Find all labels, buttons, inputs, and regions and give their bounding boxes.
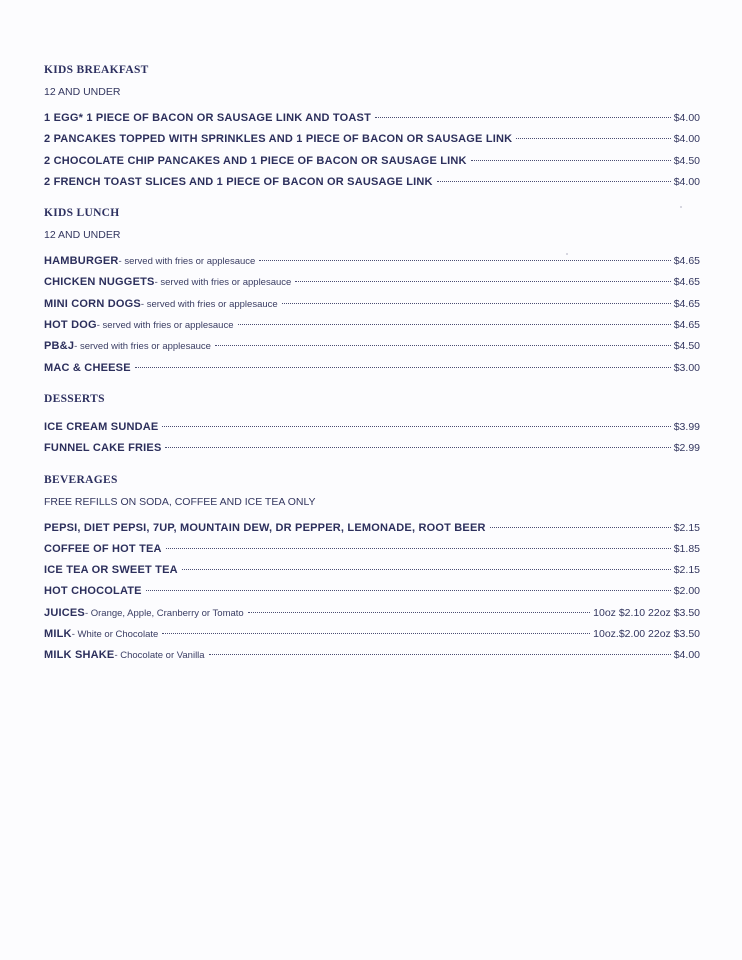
item-price: $3.99 xyxy=(673,420,700,433)
dot-leader xyxy=(490,527,671,528)
section-title: DESSERTS xyxy=(44,392,105,405)
item-price: $4.00 xyxy=(673,649,700,662)
dot-leader xyxy=(282,303,671,304)
item-name: HOT DOG xyxy=(44,319,97,332)
menu-content xyxy=(44,62,700,667)
item-name: MAC & CHEESE xyxy=(44,361,131,374)
dot-leader xyxy=(215,345,671,346)
section-desserts xyxy=(44,391,700,460)
section-title: KIDS LUNCH xyxy=(44,207,120,220)
item-name: FUNNEL CAKE FRIES xyxy=(44,442,162,455)
section-title: BEVERAGES xyxy=(44,473,118,486)
dot-leader xyxy=(166,548,671,549)
section-subtitle: FREE REFILLS ON SODA, COFFEE AND ICE TEA ONLY xyxy=(44,495,316,508)
menu-item xyxy=(44,108,700,129)
dot-leader xyxy=(162,633,590,634)
item-name: MILK xyxy=(44,628,72,641)
item-price: $2.00 xyxy=(673,585,700,598)
item-price: 10oz $2.10 22oz $3.50 xyxy=(593,606,700,619)
item-price: $4.00 xyxy=(673,175,700,188)
item-name: PB&J xyxy=(44,340,75,353)
menu-item xyxy=(44,358,700,379)
menu-item xyxy=(44,172,700,193)
item-price: $3.00 xyxy=(673,361,700,374)
dot-leader xyxy=(146,590,671,591)
dot-leader xyxy=(165,447,670,448)
menu-item xyxy=(44,336,700,357)
dot-leader xyxy=(437,181,671,182)
dot-leader xyxy=(209,654,671,655)
item-price: $2.15 xyxy=(673,564,700,577)
item-name: CHICKEN NUGGETS xyxy=(44,276,155,289)
item-name: PEPSI, DIET PEPSI, 7UP, MOUNTAIN DEW, DR PEPPER, LEMONADE, ROOT BEER xyxy=(44,521,486,534)
menu-item xyxy=(44,603,700,624)
item-price: $2.15 xyxy=(673,521,700,534)
menu-item xyxy=(44,151,700,172)
item-name: COFFEE OF HOT TEA xyxy=(44,542,162,555)
dot-leader xyxy=(248,612,590,613)
section-spacer xyxy=(44,379,700,391)
section-spacer xyxy=(44,460,700,472)
item-price: $4.50 xyxy=(673,340,700,353)
section-kids-breakfast xyxy=(44,62,700,193)
item-name: 2 CHOCOLATE CHIP PANCAKES AND 1 PIECE OF BACON OR SAUSAGE LINK xyxy=(44,154,467,167)
menu-item xyxy=(44,560,700,581)
item-description: - Chocolate or Vanilla xyxy=(114,650,205,662)
item-price: $4.00 xyxy=(673,112,700,124)
dot-leader xyxy=(162,426,670,427)
item-name: 2 FRENCH TOAST SLICES AND 1 PIECE OF BACON OR SAUSAGE LINK xyxy=(44,175,433,188)
title-spacer xyxy=(44,407,700,417)
item-name: MILK SHAKE xyxy=(44,649,115,662)
item-price: $4.65 xyxy=(673,297,700,310)
item-description: - served with fries or applesauce xyxy=(74,341,211,353)
dot-leader xyxy=(516,138,670,139)
item-description: - served with fries or applesauce xyxy=(118,256,256,268)
item-price: $2.99 xyxy=(673,442,700,455)
dot-leader xyxy=(259,260,670,261)
dot-leader xyxy=(238,324,671,325)
menu-item xyxy=(44,294,700,315)
section-subtitle: 12 AND UNDER xyxy=(44,86,121,98)
item-name: ICE CREAM SUNDAE xyxy=(44,420,159,433)
item-name: 1 EGG* 1 PIECE OF BACON OR SAUSAGE LINK AND TOAST xyxy=(44,112,372,124)
item-description: - served with fries or applesauce xyxy=(154,277,292,289)
menu-item xyxy=(44,581,700,602)
item-name: HOT CHOCOLATE xyxy=(44,585,142,598)
item-description: - served with fries or applesauce xyxy=(96,320,234,332)
item-price: $4.65 xyxy=(673,255,700,268)
item-name: ICE TEA OR SWEET TEA xyxy=(44,564,178,577)
dot-leader xyxy=(182,569,671,570)
menu-item xyxy=(44,438,700,459)
dot-leader xyxy=(135,367,671,368)
item-price: $1.85 xyxy=(673,542,700,555)
item-description: - White or Chocolate xyxy=(71,629,159,641)
item-price: 10oz.$2.00 22oz $3.50 xyxy=(593,628,700,641)
item-price: $4.00 xyxy=(673,133,700,146)
menu-item xyxy=(44,518,700,539)
section-title: KIDS BREAKFAST xyxy=(44,64,149,76)
item-name: 2 PANCAKES TOPPED WITH SPRINKLES AND 1 PIECE OF BACON OR SAUSAGE LINK xyxy=(44,133,513,146)
section-kids-lunch xyxy=(44,205,700,379)
menu-item xyxy=(44,251,700,272)
item-name: MINI CORN DOGS xyxy=(44,297,141,310)
item-description: - Orange, Apple, Cranberry or Tomato xyxy=(84,607,244,619)
menu-item xyxy=(44,645,700,666)
menu-item xyxy=(44,272,700,293)
section-beverages xyxy=(44,472,700,667)
item-description: - served with fries or applesauce xyxy=(140,298,278,310)
menu-item xyxy=(44,315,700,336)
item-name: JUICES xyxy=(44,606,85,619)
menu-item xyxy=(44,624,700,645)
dot-leader xyxy=(471,160,671,161)
menu-item xyxy=(44,417,700,438)
item-name: HAMBURGER xyxy=(44,255,119,268)
section-spacer xyxy=(44,193,700,205)
item-price: $4.65 xyxy=(673,319,700,332)
dot-leader xyxy=(375,117,671,118)
menu-item xyxy=(44,129,700,150)
item-price: $4.50 xyxy=(673,154,700,167)
menu-item xyxy=(44,539,700,560)
section-subtitle: 12 AND UNDER xyxy=(44,229,121,242)
item-price: $4.65 xyxy=(673,276,700,289)
dot-leader xyxy=(295,281,670,282)
